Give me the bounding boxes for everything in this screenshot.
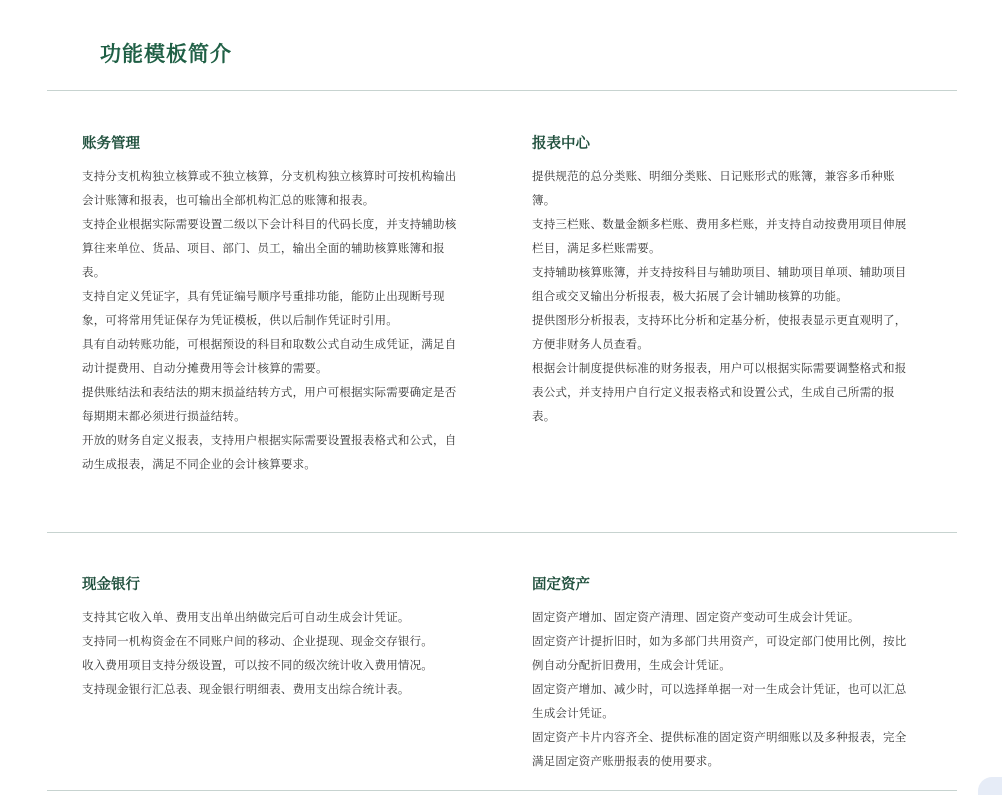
section-assets: [532, 575, 912, 773]
divider-middle: [47, 532, 957, 533]
section-cash: [82, 575, 462, 701]
section-reports: [532, 134, 912, 428]
paragraph: 支持辅助核算账簿，并支持按科目与辅助项目、辅助项目单项、辅助项目组合或交叉输出分析报表，极大拓展了会计辅助核算的功能。: [532, 265, 907, 303]
paragraph: 提供规范的总分类账、明细分类账、日记账形式的账簿，兼容多币种账簿。: [532, 169, 895, 207]
paragraph: 固定资产计提折旧时，如为多部门共用资产，可设定部门使用比例，按比例自动分配折旧费用，生成会计凭证。: [532, 634, 907, 672]
divider-top: [47, 90, 957, 91]
page-title: 功能模板简介: [100, 41, 232, 66]
paragraph: 开放的财务自定义报表，支持用户根据实际需要设置报表格式和公式，自动生成报表，满足不同企业的会计核算要求。: [82, 433, 457, 471]
paragraph: 支持企业根据实际需要设置二级以下会计科目的代码长度，并支持辅助核算往来单位、货品、项目、部门、员工，输出全面的辅助核算账簿和报表。: [82, 217, 457, 279]
section-title-assets: 固定资产: [532, 577, 590, 593]
paragraph: 支持其它收入单、费用支出单出纳做完后可自动生成会计凭证。: [82, 610, 410, 624]
corner-decoration: [978, 777, 1002, 795]
paragraph: 支持现金银行汇总表、现金银行明细表、费用支出综合统计表。: [82, 682, 410, 696]
section-title-accounting: 账务管理: [82, 136, 140, 152]
section-accounting: [82, 134, 462, 476]
paragraph: 支持同一机构资金在不同账户间的移动、企业提现、现金交存银行。: [82, 634, 433, 648]
paragraph: 支持三栏账、数量金额多栏账、费用多栏账，并支持自动按费用项目伸展栏目，满足多栏账需要。: [532, 217, 907, 255]
paragraph: 具有自动转账功能，可根据预设的科目和取数公式自动生成凭证，满足自动计提费用、自动分摊费用等会计核算的需要。: [82, 337, 457, 375]
paragraph: 收入费用项目支持分级设置，可以按不同的级次统计收入费用情况。: [82, 658, 433, 672]
divider-bottom: [47, 790, 957, 791]
paragraph: 提供图形分析报表，支持环比分析和定基分析，使报表显示更直观明了，方便非财务人员查看。: [532, 313, 907, 351]
paragraph: 支持自定义凭证字，具有凭证编号顺序号重排功能，能防止出现断号现象，可将常用凭证保存为凭证模板，供以后制作凭证时引用。: [82, 289, 445, 327]
paragraph: 固定资产增加、减少时，可以选择单据一对一生成会计凭证，也可以汇总生成会计凭证。: [532, 682, 907, 720]
section-title-reports: 报表中心: [532, 136, 590, 152]
paragraph: 固定资产增加、固定资产清理、固定资产变动可生成会计凭证。: [532, 610, 860, 624]
section-title-cash: 现金银行: [82, 577, 140, 593]
paragraph: 根据会计制度提供标准的财务报表，用户可以根据实际需要调整格式和报表公式，并支持用户自行定义报表格式和设置公式，生成自己所需的报表。: [532, 361, 907, 423]
paragraph: 支持分支机构独立核算或不独立核算，分支机构独立核算时可按机构输出会计账簿和报表，也可输出全部机构汇总的账簿和报表。: [82, 169, 457, 207]
paragraph: 固定资产卡片内容齐全、提供标准的固定资产明细账以及多种报表，完全满足固定资产账册报表的使用要求。: [532, 730, 907, 768]
paragraph: 提供账结法和表结法的期末损益结转方式，用户可根据实际需要确定是否每期期末都必须进行损益结转。: [82, 385, 457, 423]
